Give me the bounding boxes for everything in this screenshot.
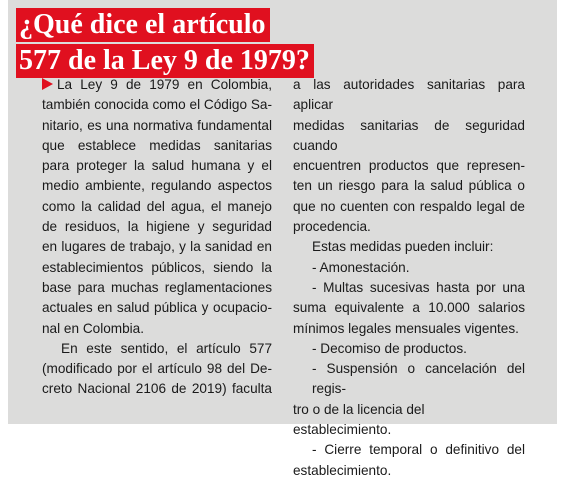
text-line: ten un riesgo para la salud pública o [293, 178, 525, 194]
right-column [293, 75, 525, 481]
text-line: En este sentido, el artículo 577 [61, 340, 272, 356]
red-arrow-icon [42, 78, 53, 90]
text-line: medidas sanitarias de seguridad cuando [293, 117, 525, 153]
text-line: creto Nacional 2106 de 2019) faculta [42, 381, 272, 397]
text-line: a las autoridades sanitarias para aplicar [293, 77, 525, 113]
headline [16, 8, 314, 80]
list-item: - Cierre temporal o definitivo del [312, 442, 525, 458]
text-line: La Ley 9 de 1979 en Colombia, [42, 75, 272, 95]
text-line: nitario, es una normativa fundamental [42, 117, 272, 133]
text-line: que no cuenten con respaldo legal de [293, 198, 525, 214]
text-line: procedencia. [293, 219, 371, 235]
left-column [42, 75, 272, 400]
text-line: de residuos, la higiene y seguridad [42, 219, 272, 235]
text-line: base para muchas reglamentaciones [42, 279, 272, 295]
text-line: (modificado por el artículo 98 del De- [42, 361, 272, 377]
text-line: medio ambiente, regulando aspectos [42, 178, 272, 194]
list-item: - Multas sucesivas hasta por una [312, 279, 525, 295]
headline-line-1: ¿Qué dice el artículo [16, 8, 270, 42]
list-item: - Suspensión o cancelación del regis- [312, 361, 525, 397]
text-line: suma equivalente a 10.000 salarios [293, 300, 525, 316]
text-line: establecimientos públicos, siendo la [42, 259, 272, 275]
text-line: encuentren productos que represen- [293, 158, 525, 174]
headline-line-2: 577 de la Ley 9 de 1979? [16, 44, 314, 78]
text-line: tro o de la licencia del establecimiento. [293, 401, 425, 438]
text-line: que establece medidas sanitarias [42, 137, 272, 153]
text-line: actuales en salud pública y ocupacio- [42, 300, 272, 316]
text-line: nal en Colombia. [42, 320, 145, 336]
list-item: - Decomiso de productos. [312, 340, 467, 356]
text-line: en lugares de trabajo, y la sanidad en [42, 239, 272, 255]
text-line: también conocida como el Código Sa- [42, 97, 272, 113]
text-line: Estas medidas pueden incluir: [312, 239, 494, 255]
text-line: establecimiento. [293, 462, 392, 478]
list-item: - Amonestación. [312, 259, 410, 275]
text-line: para proteger la salud humana y el [42, 158, 272, 174]
text-line: como la calidad del agua, el manejo [42, 198, 272, 214]
text-line: mínimos legales mensuales vigentes. [293, 320, 519, 336]
